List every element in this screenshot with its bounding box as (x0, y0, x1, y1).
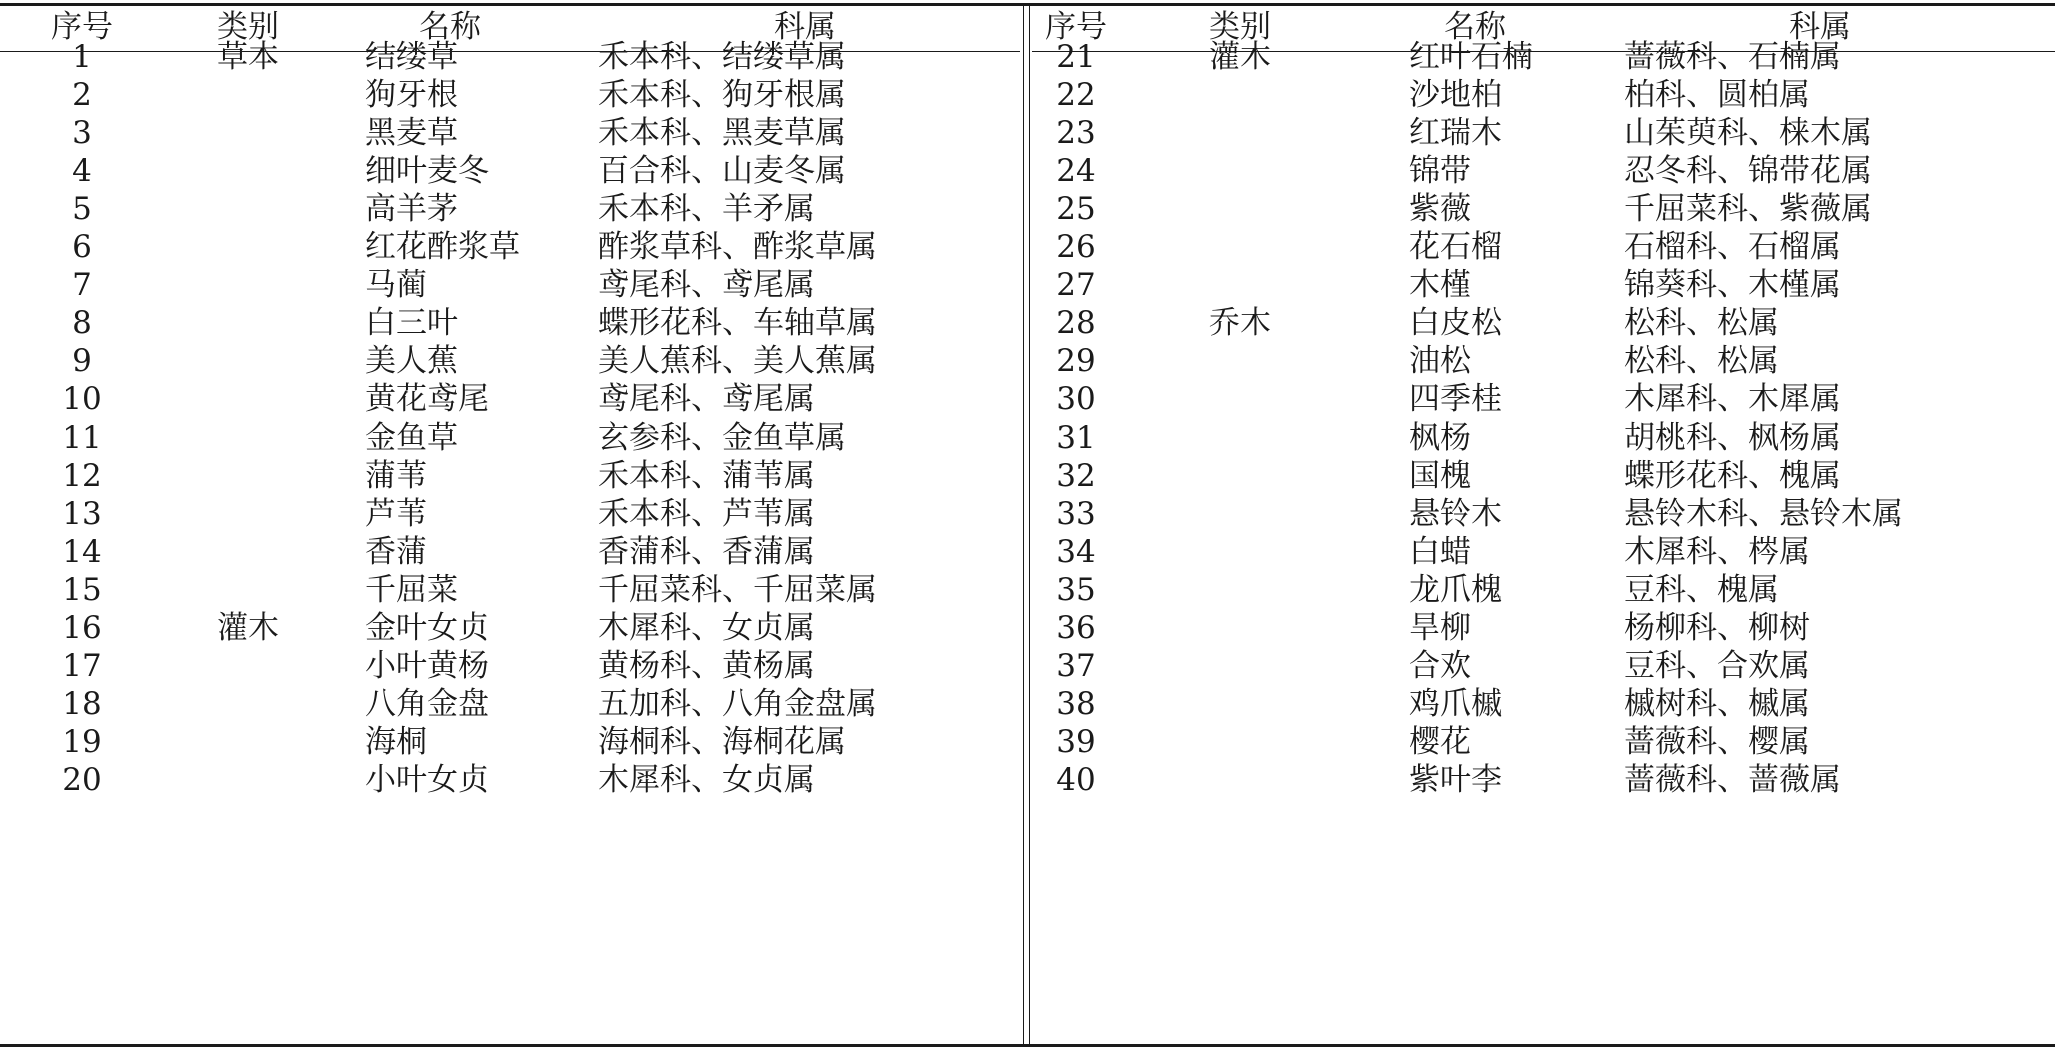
row-name: 白三叶 (365, 305, 458, 341)
row-name: 紫薇 (1409, 191, 1471, 227)
row-family: 酢浆草科、酢浆草属 (598, 229, 877, 265)
row-family: 五加科、八角金盘属 (598, 686, 877, 722)
row-family: 胡桃科、枫杨属 (1624, 420, 1841, 456)
row-name: 国槐 (1409, 458, 1471, 494)
header-family: 科属 (774, 9, 836, 45)
row-name: 芦苇 (365, 496, 427, 532)
row-family: 悬铃木科、悬铃木属 (1624, 496, 1903, 532)
row-family: 石榴科、石榴属 (1624, 229, 1841, 265)
row-family: 蝶形花科、车轴草属 (598, 305, 877, 341)
row-name: 黑麦草 (365, 115, 458, 151)
row-number: 30 (1056, 381, 1096, 417)
row-number: 14 (62, 534, 102, 570)
row-family: 豆科、合欢属 (1624, 648, 1810, 684)
row-family: 柏科、圆柏属 (1624, 77, 1810, 113)
top-rule (0, 3, 2055, 6)
row-name: 鸡爪槭 (1409, 686, 1502, 722)
row-family: 松科、松属 (1624, 343, 1779, 379)
row-number: 7 (72, 267, 92, 303)
row-family: 香蒲科、香蒲属 (598, 534, 815, 570)
row-number: 32 (1056, 458, 1096, 494)
row-name: 四季桂 (1409, 381, 1502, 417)
row-family: 蔷薇科、樱属 (1624, 724, 1810, 760)
header-no: 序号 (1045, 9, 1107, 45)
row-name: 蒲苇 (365, 458, 427, 494)
row-family: 海桐科、海桐花属 (598, 724, 846, 760)
row-name: 细叶麦冬 (365, 153, 489, 189)
row-name: 红瑞木 (1409, 115, 1502, 151)
row-category: 灌木 (217, 610, 279, 646)
row-number: 39 (1056, 724, 1096, 760)
row-number: 34 (1056, 534, 1096, 570)
row-name: 樱花 (1409, 724, 1471, 760)
row-name: 红花酢浆草 (365, 229, 520, 265)
row-name: 黄花鸢尾 (365, 381, 489, 417)
row-name: 小叶黄杨 (365, 648, 489, 684)
row-name: 合欢 (1409, 648, 1471, 684)
row-family: 蔷薇科、石楠属 (1624, 39, 1841, 75)
header-no: 序号 (51, 9, 113, 45)
row-family: 锦葵科、木槿属 (1624, 267, 1841, 303)
row-name: 高羊茅 (365, 191, 458, 227)
row-number: 23 (1056, 115, 1096, 151)
row-number: 13 (62, 496, 102, 532)
row-number: 25 (1056, 191, 1096, 227)
row-name: 香蒲 (365, 534, 427, 570)
row-number: 5 (72, 191, 92, 227)
row-category (1190, 755, 1290, 805)
row-name: 马蔺 (365, 267, 427, 303)
row-category: 乔木 (1209, 305, 1271, 341)
row-number: 24 (1056, 153, 1096, 189)
row-family: 黄杨科、黄杨属 (598, 648, 815, 684)
row-family: 木犀科、女贞属 (598, 762, 815, 798)
row-category (198, 755, 298, 805)
row-number: 26 (1056, 229, 1096, 265)
row-family: 木犀科、女贞属 (598, 610, 815, 646)
column-divider (1023, 3, 1024, 1047)
row-name: 红叶石楠 (1409, 39, 1533, 75)
row-family: 禾本科、狗牙根属 (598, 77, 846, 113)
header-category: 类别 (1209, 9, 1271, 45)
header-category: 类别 (217, 9, 279, 45)
row-family: 美人蕉科、美人蕉属 (598, 343, 877, 379)
bottom-rule (0, 1044, 2055, 1047)
row-name: 金叶女贞 (365, 610, 489, 646)
row-name: 沙地柏 (1409, 77, 1502, 113)
row-number: 1 (72, 39, 92, 75)
row-number: 11 (62, 420, 102, 456)
row-number: 36 (1056, 610, 1096, 646)
row-name: 花石榴 (1409, 229, 1502, 265)
row-number: 37 (1056, 648, 1096, 684)
row-number: 22 (1056, 77, 1096, 113)
row-number: 18 (62, 686, 102, 722)
header-name: 名称 (1444, 9, 1506, 45)
row-name: 油松 (1409, 343, 1471, 379)
row-number: 35 (1056, 572, 1096, 608)
header-rule-right (1032, 51, 2055, 52)
row-name: 旱柳 (1409, 610, 1471, 646)
row-family: 禾本科、蒲苇属 (598, 458, 815, 494)
row-number: 40 (1056, 762, 1096, 798)
row-number: 38 (1056, 686, 1096, 722)
row-name: 锦带 (1409, 153, 1471, 189)
row-number: 21 (1056, 39, 1096, 75)
row-number: 27 (1056, 267, 1096, 303)
row-number: 3 (72, 115, 92, 151)
row-number: 10 (62, 381, 102, 417)
header-name: 名称 (419, 9, 481, 45)
row-family: 玄参科、金鱼草属 (598, 420, 846, 456)
row-family: 忍冬科、锦带花属 (1624, 153, 1872, 189)
row-name: 金鱼草 (365, 420, 458, 456)
row-family: 禾本科、黑麦草属 (598, 115, 846, 151)
row-name: 海桐 (365, 724, 427, 760)
row-number: 17 (62, 648, 102, 684)
row-family: 松科、松属 (1624, 305, 1779, 341)
row-number: 8 (72, 305, 92, 341)
row-family: 禾本科、羊矛属 (598, 191, 815, 227)
row-family: 千屈菜科、紫薇属 (1624, 191, 1872, 227)
row-number: 9 (72, 343, 92, 379)
row-number: 20 (62, 762, 102, 798)
row-family: 槭树科、槭属 (1624, 686, 1810, 722)
row-number: 15 (62, 572, 102, 608)
row-category: 灌木 (1209, 39, 1271, 75)
row-number: 31 (1056, 420, 1096, 456)
row-family: 禾本科、芦苇属 (598, 496, 815, 532)
row-name: 木槿 (1409, 267, 1471, 303)
row-family: 蔷薇科、蔷薇属 (1624, 762, 1841, 798)
row-family: 木犀科、木犀属 (1624, 381, 1841, 417)
row-number: 28 (1056, 305, 1096, 341)
row-number: 16 (62, 610, 102, 646)
row-name: 枫杨 (1409, 420, 1471, 456)
row-name: 小叶女贞 (365, 762, 489, 798)
row-name: 八角金盘 (365, 686, 489, 722)
row-category: 草本 (217, 39, 279, 75)
row-name: 千屈菜 (365, 572, 458, 608)
header-family: 科属 (1789, 9, 1851, 45)
row-number: 19 (62, 724, 102, 760)
row-family: 木犀科、梣属 (1624, 534, 1810, 570)
row-family: 禾本科、结缕草属 (598, 39, 846, 75)
row-name: 白蜡 (1409, 534, 1471, 570)
row-number: 6 (72, 229, 92, 265)
row-name: 白皮松 (1409, 305, 1502, 341)
row-name: 结缕草 (365, 39, 458, 75)
row-name: 悬铃木 (1409, 496, 1502, 532)
row-number: 12 (62, 458, 102, 494)
row-family: 杨柳科、柳树 (1624, 610, 1810, 646)
row-number: 33 (1056, 496, 1096, 532)
row-number: 2 (72, 77, 92, 113)
row-family: 千屈菜科、千屈菜属 (598, 572, 877, 608)
row-family: 蝶形花科、槐属 (1624, 458, 1841, 494)
row-name: 美人蕉 (365, 343, 458, 379)
row-family: 豆科、槐属 (1624, 572, 1779, 608)
row-number: 29 (1056, 343, 1096, 379)
row-family: 鸢尾科、鸢尾属 (598, 381, 815, 417)
row-family: 百合科、山麦冬属 (598, 153, 846, 189)
row-number: 4 (72, 153, 92, 189)
row-family: 山茱萸科、梾木属 (1624, 115, 1872, 151)
row-family: 鸢尾科、鸢尾属 (598, 267, 815, 303)
column-divider (1029, 3, 1030, 1047)
row-name: 紫叶李 (1409, 762, 1502, 798)
row-name: 狗牙根 (365, 77, 458, 113)
row-name: 龙爪槐 (1409, 572, 1502, 608)
